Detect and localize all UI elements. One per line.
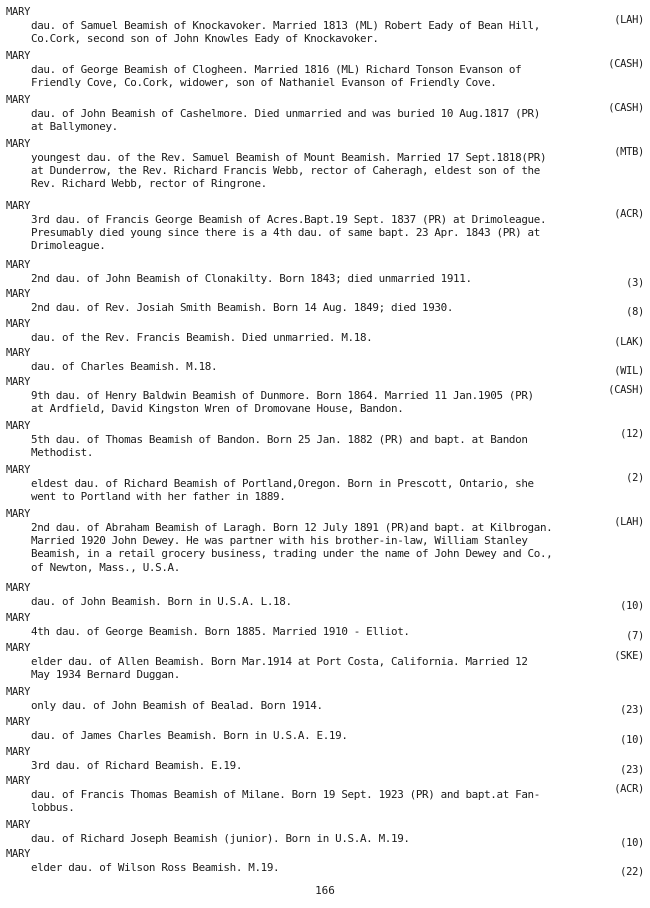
entry-text-line: Rev. Richard Webb, rector of Ringrone. [31,177,267,191]
entry [4,642,650,681]
entry-text-line: May 1934 Bernard Duggan. [31,668,180,682]
entry [4,376,650,415]
entry [4,138,650,191]
entry [4,288,650,318]
entry-code: (10) [620,837,644,849]
entry-name: MARY [6,508,31,520]
entry-name: MARY [6,138,31,150]
entry-name: MARY [6,347,31,359]
entry [4,582,650,612]
entry-code: (23) [620,764,644,776]
entry-text-line: Presumably died young since there is a 4th dau. of same bapt. 23 Apr. 1843 (PR) at [31,226,540,240]
entry [4,50,650,89]
entry-text-line: 2nd dau. of Rev. Josiah Smith Beamish. Born 14 Aug. 1849; died 1930. [31,301,454,314]
entry-text-line: 2nd dau. of Abraham Beamish of Laragh. Born 12 July 1891 (PR)and bapt. at Kilbrogan. [31,521,553,534]
entry-text-line: Methodist. [31,446,94,460]
entry-name: MARY [6,376,31,388]
entry-name: MARY [6,686,31,698]
entry-code: (3) [626,277,644,289]
entry-code: (8) [626,306,644,318]
entry-name: MARY [6,612,31,624]
entry-code: (12) [620,428,644,440]
entry-code: (MTB) [614,146,644,158]
entry-text-line: dau. of the Rev. Francis Beamish. Died unmarried. M.18. [31,331,373,344]
entry-code: (10) [620,600,644,612]
entry-name: MARY [6,50,31,62]
entry-name: MARY [6,642,31,654]
entry-name: MARY [6,288,31,300]
entry-text-line: at Ardfield, David Kingston Wren of Dromovane House, Bandon. [31,402,404,416]
entry-text-line: Drimoleague. [31,239,106,253]
entry-text-line: dau. of Charles Beamish. M.18. [31,360,218,373]
entry [4,347,650,377]
entry-text-line: dau. of John Beamish. Born in U.S.A. L.18. [31,595,292,608]
entry [4,612,650,642]
entry-text-line: 3rd dau. of Richard Beamish. E.19. [31,759,243,772]
entry-code: (CASH) [608,58,644,70]
entry-code: (ACR) [614,208,644,220]
entry-code: (23) [620,704,644,716]
entry-code: (WIL) [614,365,644,377]
entry-name: MARY [6,464,31,476]
entry-name: MARY [6,716,31,728]
entry [4,200,650,253]
entry-name: MARY [6,819,31,831]
entry-text-line: dau. of Richard Joseph Beamish (junior). Born in U.S.A. M.19. [31,832,410,845]
entry-text-line: dau. of George Beamish of Clogheen. Married 1816 (ML) Richard Tonson Evanson of [31,63,522,76]
entry-name: MARY [6,94,31,106]
entry [4,819,650,849]
entry-text-line: lobbus. [31,801,75,815]
entry-code: (7) [626,630,644,642]
entry [4,420,650,459]
entry-code: (SKE) [614,650,644,662]
entry [4,6,650,45]
entry-text-line: 9th dau. of Henry Baldwin Beamish of Dunmore. Born 1864. Married 11 Jan.1905 (PR) [31,389,534,402]
entry-name: MARY [6,200,31,212]
entry [4,464,650,503]
entry-text-line: dau. of Francis Thomas Beamish of Milane. Born 19 Sept. 1923 (PR) and bapt.at Fan- [31,788,540,801]
entry-code: (LAH) [614,516,644,528]
entry [4,746,650,776]
entry-text-line: 4th dau. of George Beamish. Born 1885. Married 1910 - Elliot. [31,625,410,638]
entry-name: MARY [6,582,31,594]
entry-code: (CASH) [608,384,644,396]
entry-text-line: went to Portland with her father in 1889. [31,490,286,504]
entry-name: MARY [6,259,31,271]
entry-text-line: 5th dau. of Thomas Beamish of Bandon. Born 25 Jan. 1882 (PR) and bapt. at Bandon [31,433,528,446]
entry [4,318,650,348]
entry [4,686,650,716]
entry-code: (10) [620,734,644,746]
entry-text-line: elder dau. of Allen Beamish. Born Mar.1914 at Port Costa, California. Married 12 [31,655,528,668]
entry [4,775,650,814]
entry-text-line: elder dau. of Wilson Ross Beamish. M.19. [31,861,280,874]
entry-text-line: Co.Cork, second son of John Knowles Eady of Knockavoker. [31,32,379,46]
entry-text-line: dau. of James Charles Beamish. Born in U.S.A. E.19. [31,729,348,742]
entry-code: (ACR) [614,783,644,795]
entry-name: MARY [6,775,31,787]
entry-text-line: dau. of Samuel Beamish of Knockavoker. Married 1813 (ML) Robert Eady of Bean Hill, [31,19,540,32]
entry-name: MARY [6,318,31,330]
entry-code: (LAH) [614,14,644,26]
entry-text-line: 2nd dau. of John Beamish of Clonakilty. Born 1843; died unmarried 1911. [31,272,472,285]
entry-name: MARY [6,746,31,758]
entry [4,508,650,574]
entry [4,716,650,746]
entry [4,259,650,289]
entry-code: (22) [620,866,644,878]
entry-text-line: at Dunderrow, the Rev. Richard Francis Webb, rector of Caheragh, eldest son of the [31,164,540,178]
entry-text-line: dau. of John Beamish of Cashelmore. Died unmarried and was buried 10 Aug.1817 (PR) [31,107,540,120]
entry-text-line: Beamish, in a retail grocery business, trading under the name of John Dewey and Co., [31,547,553,561]
entry-text-line: at Ballymoney. [31,120,118,134]
page-number: 166 [315,884,335,897]
entry-text-line: Friendly Cove, Co.Cork, widower, son of Nathaniel Evanson of Friendly Cove. [31,76,497,90]
entry-text-line: Married 1920 John Dewey. He was partner with his brother-in-law, William Stanley [31,534,528,548]
entry-text-line: 3rd dau. of Francis George Beamish of Acres.Bapt.19 Sept. 1837 (PR) at Drimoleague. [31,213,547,226]
entry-text-line: of Newton, Mass., U.S.A. [31,560,180,574]
entry-name: MARY [6,6,31,18]
entry-code: (2) [626,472,644,484]
entry-name: MARY [6,420,31,432]
entry-code: (LAK) [614,336,644,348]
entry-name: MARY [6,848,31,860]
entry-text-line: eldest dau. of Richard Beamish of Portland,Oregon. Born in Prescott, Ontario, she [31,477,534,490]
entry [4,94,650,133]
entry-text-line: youngest dau. of the Rev. Samuel Beamish of Mount Beamish. Married 17 Sept.1818(PR) [31,151,547,164]
entry [4,848,650,878]
entry-code: (CASH) [608,102,644,114]
entry-text-line: only dau. of John Beamish of Bealad. Born 1914. [31,699,323,712]
